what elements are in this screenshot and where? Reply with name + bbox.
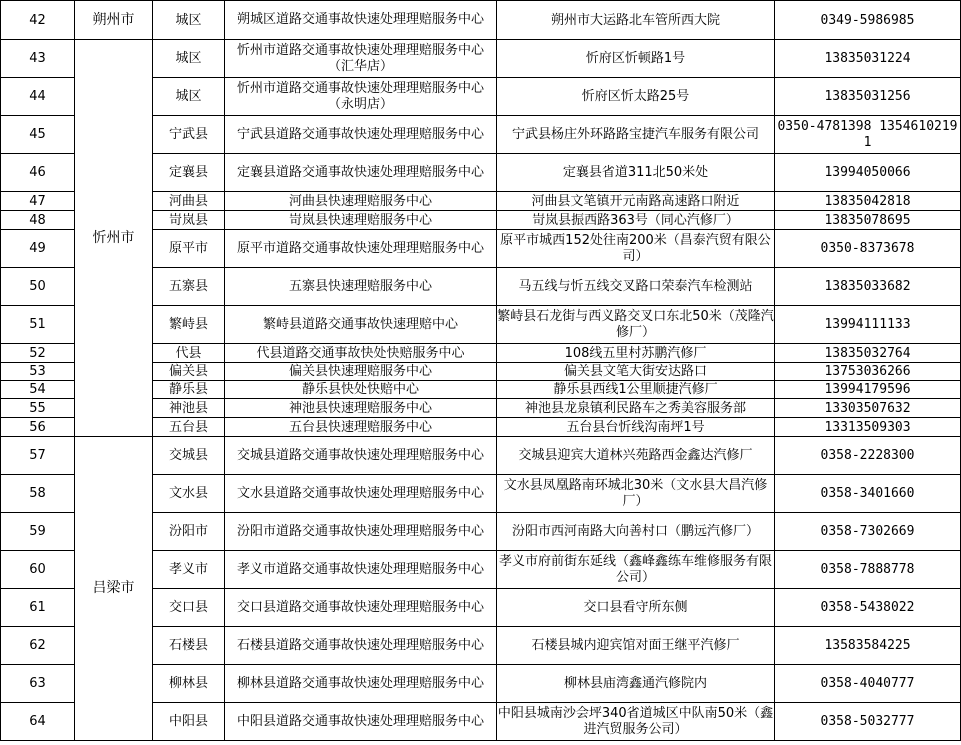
phone-cell: 0358-2228300 xyxy=(775,437,961,475)
row-number: 42 xyxy=(1,1,75,40)
county-cell: 代县 xyxy=(153,344,225,363)
address-cell: 原平市城西152处往南200米（昌泰汽贸有限公司） xyxy=(497,230,775,268)
center-name-cell: 忻州市道路交通事故快速处理理赔服务中心（永明店） xyxy=(225,78,497,116)
address-cell: 定襄县省道311北50米处 xyxy=(497,154,775,192)
phone-cell: 13994050066 xyxy=(775,154,961,192)
phone-cell: 0358-5438022 xyxy=(775,589,961,627)
phone-cell: 0358-5032777 xyxy=(775,703,961,741)
center-name-cell: 宁武县道路交通事故快速处理理赔服务中心 xyxy=(225,116,497,154)
address-cell: 静乐县西线1公里顺捷汽修厂 xyxy=(497,381,775,399)
county-cell: 偏关县 xyxy=(153,363,225,381)
address-cell: 孝义市府前街东延线（鑫峰鑫练车维修服务有限公司） xyxy=(497,551,775,589)
address-cell: 交口县看守所东侧 xyxy=(497,589,775,627)
center-name-cell: 朔城区道路交通事故快速处理理赔服务中心 xyxy=(225,1,497,40)
row-number: 63 xyxy=(1,665,75,703)
address-cell: 宁武县杨庄外环路路宝捷汽车服务有限公司 xyxy=(497,116,775,154)
phone-cell: 0358-3401660 xyxy=(775,475,961,513)
address-cell: 朔州市大运路北车管所西大院 xyxy=(497,1,775,40)
phone-cell: 0350-8373678 xyxy=(775,230,961,268)
address-cell: 岢岚县振西路363号（同心汽修厂） xyxy=(497,211,775,230)
address-cell: 忻府区忻太路25号 xyxy=(497,78,775,116)
county-cell: 五寨县 xyxy=(153,268,225,306)
county-cell: 宁武县 xyxy=(153,116,225,154)
center-name-cell: 五台县快速理赔服务中心 xyxy=(225,418,497,437)
phone-cell: 0358-7888778 xyxy=(775,551,961,589)
phone-cell: 13994111133 xyxy=(775,306,961,344)
center-name-cell: 定襄县道路交通事故快速处理理赔服务中心 xyxy=(225,154,497,192)
city-cell: 朔州市 xyxy=(75,1,153,40)
center-name-cell: 原平市道路交通事故快速处理理赔服务中心 xyxy=(225,230,497,268)
county-cell: 河曲县 xyxy=(153,192,225,211)
county-cell: 五台县 xyxy=(153,418,225,437)
phone-cell: 13835078695 xyxy=(775,211,961,230)
county-cell: 文水县 xyxy=(153,475,225,513)
center-name-cell: 柳林县道路交通事故快速处理理赔服务中心 xyxy=(225,665,497,703)
center-name-cell: 中阳县道路交通事故快速处理理赔服务中心 xyxy=(225,703,497,741)
center-name-cell: 文水县道路交通事故快速处理理赔服务中心 xyxy=(225,475,497,513)
row-number: 50 xyxy=(1,268,75,306)
row-number: 45 xyxy=(1,116,75,154)
row-number: 52 xyxy=(1,344,75,363)
row-number: 55 xyxy=(1,399,75,418)
center-name-cell: 河曲县快速理赔服务中心 xyxy=(225,192,497,211)
county-cell: 定襄县 xyxy=(153,154,225,192)
center-name-cell: 汾阳市道路交通事故快速处理理赔服务中心 xyxy=(225,513,497,551)
center-name-cell: 交城县道路交通事故快速处理理赔服务中心 xyxy=(225,437,497,475)
county-cell: 静乐县 xyxy=(153,381,225,399)
county-cell: 石楼县 xyxy=(153,627,225,665)
row-number: 54 xyxy=(1,381,75,399)
center-name-cell: 石楼县道路交通事故快速处理理赔服务中心 xyxy=(225,627,497,665)
row-number: 47 xyxy=(1,192,75,211)
phone-cell: 13835033682 xyxy=(775,268,961,306)
address-cell: 汾阳市西河南路大向善村口（鹏远汽修厂） xyxy=(497,513,775,551)
row-number: 56 xyxy=(1,418,75,437)
center-name-cell: 繁峙县道路交通事故快速理赔中心 xyxy=(225,306,497,344)
row-number: 62 xyxy=(1,627,75,665)
address-cell: 文水县凤凰路南环城北30米（文水县大昌汽修厂） xyxy=(497,475,775,513)
address-cell: 石楼县城内迎宾馆对面王继平汽修厂 xyxy=(497,627,775,665)
city-cell: 忻州市 xyxy=(75,40,153,437)
row-number: 51 xyxy=(1,306,75,344)
address-cell: 神池县龙泉镇利民路车之秀美容服务部 xyxy=(497,399,775,418)
county-cell: 交口县 xyxy=(153,589,225,627)
phone-cell: 13835031224 xyxy=(775,40,961,78)
county-cell: 城区 xyxy=(153,1,225,40)
row-number: 44 xyxy=(1,78,75,116)
center-name-cell: 代县道路交通事故快处快赔服务中心 xyxy=(225,344,497,363)
address-cell: 河曲县文笔镇开元南路高速路口附近 xyxy=(497,192,775,211)
phone-cell: 13835042818 xyxy=(775,192,961,211)
county-cell: 交城县 xyxy=(153,437,225,475)
row-number: 58 xyxy=(1,475,75,513)
address-cell: 繁峙县石龙街与西义路交叉口东北50米（茂隆汽修厂） xyxy=(497,306,775,344)
phone-cell: 13303507632 xyxy=(775,399,961,418)
center-name-cell: 静乐县快处快赔中心 xyxy=(225,381,497,399)
phone-cell: 0349-5986985 xyxy=(775,1,961,40)
county-cell: 原平市 xyxy=(153,230,225,268)
row-number: 64 xyxy=(1,703,75,741)
phone-cell: 13753036266 xyxy=(775,363,961,381)
row-number: 59 xyxy=(1,513,75,551)
address-cell: 五台县台忻线沟南坪1号 xyxy=(497,418,775,437)
phone-cell: 0350-4781398 13546102191 xyxy=(775,116,961,154)
address-cell: 偏关县文笔大街安达路口 xyxy=(497,363,775,381)
county-cell: 汾阳市 xyxy=(153,513,225,551)
row-number: 46 xyxy=(1,154,75,192)
row-number: 61 xyxy=(1,589,75,627)
phone-cell: 0358-7302669 xyxy=(775,513,961,551)
center-name-cell: 忻州市道路交通事故快速处理理赔服务中心（汇华店） xyxy=(225,40,497,78)
county-cell: 城区 xyxy=(153,78,225,116)
phone-cell: 13313509303 xyxy=(775,418,961,437)
county-cell: 岢岚县 xyxy=(153,211,225,230)
table-row xyxy=(1,1,961,40)
center-name-cell: 岢岚县快速理赔服务中心 xyxy=(225,211,497,230)
county-cell: 孝义市 xyxy=(153,551,225,589)
center-name-cell: 孝义市道路交通事故快速处理理赔服务中心 xyxy=(225,551,497,589)
table-body xyxy=(1,1,961,741)
address-cell: 108线五里村苏鹏汽修厂 xyxy=(497,344,775,363)
phone-cell: 13583584225 xyxy=(775,627,961,665)
table-row xyxy=(1,40,961,78)
center-name-cell: 五寨县快速理赔服务中心 xyxy=(225,268,497,306)
row-number: 60 xyxy=(1,551,75,589)
row-number: 43 xyxy=(1,40,75,78)
county-cell: 柳林县 xyxy=(153,665,225,703)
row-number: 49 xyxy=(1,230,75,268)
address-cell: 中阳县城南沙会坪340省道城区中队南50米（鑫进汽贸服务公司） xyxy=(497,703,775,741)
phone-cell: 13994179596 xyxy=(775,381,961,399)
row-number: 53 xyxy=(1,363,75,381)
address-cell: 忻府区忻顿路1号 xyxy=(497,40,775,78)
center-name-cell: 神池县快速理赔服务中心 xyxy=(225,399,497,418)
county-cell: 中阳县 xyxy=(153,703,225,741)
address-cell: 交城县迎宾大道林兴苑路西金鑫达汽修厂 xyxy=(497,437,775,475)
city-cell: 吕梁市 xyxy=(75,437,153,741)
center-name-cell: 交口县道路交通事故快速处理理赔服务中心 xyxy=(225,589,497,627)
address-cell: 马五线与忻五线交叉路口荣泰汽车检测站 xyxy=(497,268,775,306)
county-cell: 神池县 xyxy=(153,399,225,418)
phone-cell: 0358-4040777 xyxy=(775,665,961,703)
address-cell: 柳林县庙湾鑫通汽修院内 xyxy=(497,665,775,703)
phone-cell: 13835032764 xyxy=(775,344,961,363)
center-name-cell: 偏关县快速理赔服务中心 xyxy=(225,363,497,381)
county-cell: 城区 xyxy=(153,40,225,78)
table-row xyxy=(1,437,961,475)
phone-cell: 13835031256 xyxy=(775,78,961,116)
row-number: 57 xyxy=(1,437,75,475)
county-cell: 繁峙县 xyxy=(153,306,225,344)
row-number: 48 xyxy=(1,211,75,230)
